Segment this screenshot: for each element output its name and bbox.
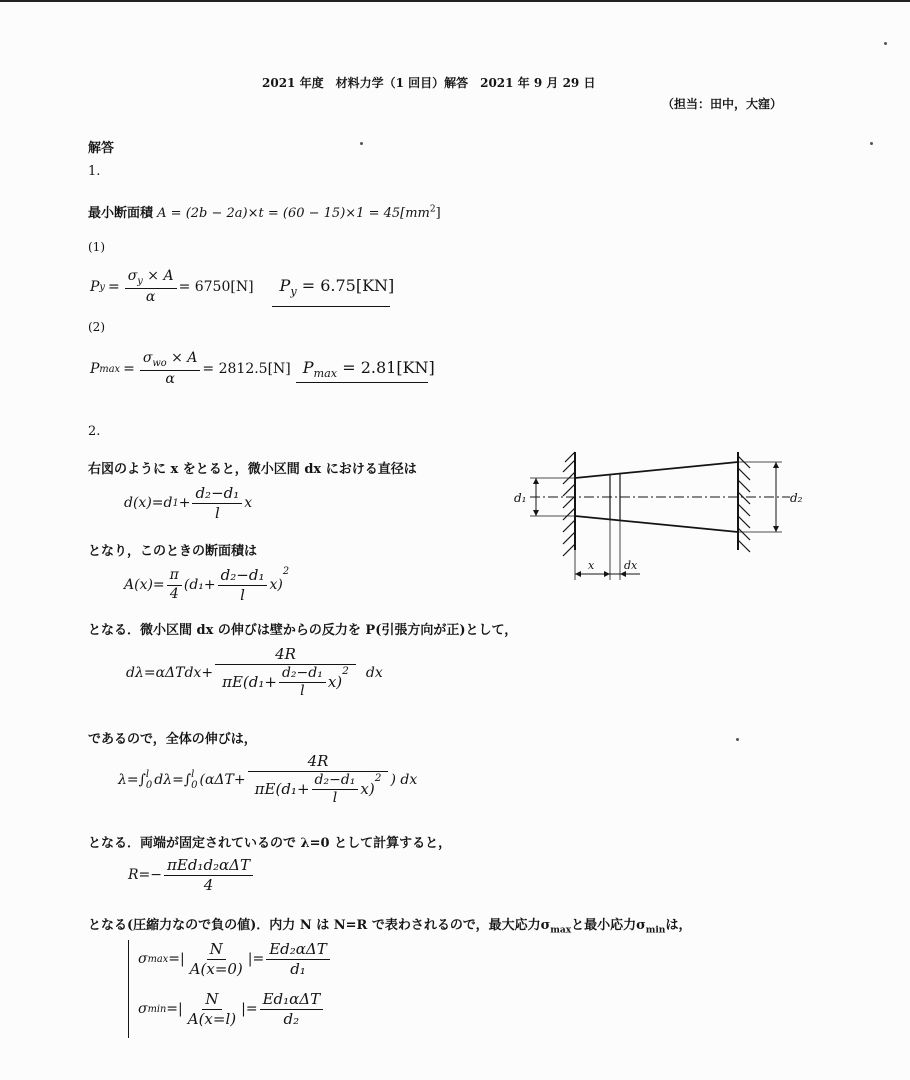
py-lhs: P [90, 279, 100, 296]
x-arrow-right [604, 571, 610, 577]
eq-lam-exp: 2 [374, 771, 382, 784]
py-fraction [125, 268, 177, 307]
eq-lam-lower2: 0 [191, 779, 198, 791]
q2-number: 2. [88, 424, 101, 439]
eq-lam-num: 4R [248, 752, 389, 772]
d2-arrow-top [773, 462, 779, 468]
pmax-answer [303, 358, 435, 380]
eq-d-plus: + [178, 495, 191, 512]
pmax-answer-underline [296, 382, 428, 383]
answer-heading: 解答 [88, 141, 115, 156]
eq-d-x: x [244, 495, 253, 512]
q1-part2-label: (2) [88, 320, 105, 334]
eq-smax-rnum: Ed₂αΔT [266, 940, 330, 960]
eq-smax-mid: |= [247, 951, 265, 968]
scan-speck [736, 738, 739, 741]
d1-arrow-bottom [533, 510, 539, 516]
py-num: σ [127, 268, 138, 284]
q2-text4: であるので，全体の伸びは， [88, 732, 257, 747]
py-num-sub: y [137, 275, 143, 287]
eq-A-pi-den: 4 [169, 585, 179, 602]
eq-lam-lhs: λ=∫ [118, 771, 146, 788]
label-d1: d₁ [514, 491, 527, 505]
eq-dl-den-num: d₂−d₁ [279, 665, 326, 684]
pmax-answer-sub: max [313, 367, 338, 381]
pmax-answer-p: P [302, 358, 314, 378]
eq-lam-den-frac [312, 772, 359, 808]
py-lhs-sub: y [99, 281, 105, 293]
x-arrow-left [575, 571, 581, 577]
eq-smin-lhs: σ [138, 1001, 148, 1018]
eq-A-fraction [218, 566, 268, 605]
q2-text6-a: となる(圧縮力なので負の値)．内力 N は N=R で表わされるので，最大応力σ [88, 918, 551, 933]
eq-A-paren: (d₁+ [183, 577, 216, 594]
eq-sigma-max [138, 940, 332, 979]
pmax-fraction [140, 350, 201, 389]
eq-smin-den: A(x=l) [187, 1009, 237, 1028]
stress-brace [128, 940, 129, 1038]
page-authors: （担当：田中，大窪） [662, 97, 783, 111]
q2-text3: となる．微小区間 dx の伸びは壁からの反力を P(引張方向が正)として， [88, 623, 518, 638]
eq-smin-mid: |= [241, 1001, 258, 1018]
eq-smin-rfraction [260, 990, 324, 1029]
q2-text6-sub1: max [550, 924, 572, 936]
eq-lam-upper2: l [191, 768, 195, 780]
q1-area-formula: A = (2b − 2a)×t = (60 − 15)×1 = 45[mm [157, 206, 430, 221]
eq-smax-den: A(x=0) [189, 959, 243, 978]
eq-R-lhs: R=− [128, 867, 163, 884]
eq-R-num: πEd₁d₂αΔT [164, 856, 253, 876]
eq-A [124, 566, 289, 605]
eq-lam-fraction [248, 752, 389, 808]
eq-lambda [118, 752, 417, 808]
eq-lam-den [252, 772, 385, 808]
eq-smin-rden: d₂ [283, 1009, 300, 1028]
d1-arrow-top [533, 478, 539, 484]
tapered-bar-figure [500, 440, 820, 590]
q1-area-close: ] [435, 206, 441, 221]
eq-smin-fraction [185, 990, 239, 1029]
q1-pmax-equation: P max = $\frac{\sigma_{wo} \times A}{\alpha}$ = 2812.5[N] $P_{max} = 2.81[KN]$ [90, 350, 435, 388]
eq-A-pi-num: π [167, 567, 182, 586]
q1-number: 1. [88, 164, 101, 179]
pmax-lhs: P [90, 361, 100, 378]
eq-smin-rnum: Ed₁αΔT [260, 990, 324, 1010]
eq-lam-limits [146, 769, 152, 791]
eq-smin-eq: =| [166, 1001, 183, 1018]
eq-dl-den-a: πE(d₁+ [222, 673, 277, 692]
pmax-num-rest: × A [166, 350, 198, 366]
left-wall-hatch [563, 452, 575, 556]
eq-dl-fraction [215, 645, 356, 701]
page-title: 2021 年度 材料力学（1 回目）解答 2021 年 9 月 29 日 [262, 76, 596, 90]
py-den: α [145, 289, 156, 306]
py-value: = 6750[N] [178, 279, 254, 296]
eq-A-lhs: A(x)= [124, 577, 165, 594]
eq-smax-fraction [187, 940, 246, 979]
eq-smax-num: N [207, 940, 226, 960]
label-dx: dx [624, 559, 638, 572]
eq-lam-tail: ) dx [390, 771, 418, 788]
label-d2: d₂ [790, 491, 803, 505]
eq-dl-lhs: dλ=αΔTdx+ [126, 664, 214, 681]
right-wall-hatch [738, 456, 750, 552]
pmax-num-sub: wo [152, 357, 167, 369]
q2-text1: 右図のように x をとると，微小区間 dx における直径は [88, 462, 417, 477]
label-x: x [588, 559, 595, 572]
eq-dl-den-b: x) [327, 673, 343, 692]
eq-smax-rfraction [266, 940, 330, 979]
eq-dl-tail: dx [365, 664, 383, 681]
py-answer-p: P [279, 276, 291, 296]
eq-lam-den-num: d₂−d₁ [312, 772, 359, 791]
d2-arrow-bottom [773, 526, 779, 532]
scan-speck [360, 142, 363, 145]
q2-text6 [88, 914, 691, 936]
eq-lam-den-a: πE(d₁+ [254, 780, 310, 799]
eq-dl-exp: 2 [342, 664, 349, 677]
eq-dl-num: 4R [215, 645, 356, 665]
eq-A-exp: 2 [282, 566, 290, 577]
eq-smax-rden: d₁ [290, 959, 306, 978]
py-num-rest: × A [142, 268, 174, 284]
page-top-border [0, 0, 910, 2]
pmax-value: = 2812.5[N] [202, 361, 291, 378]
eq-lam-den-b: x) [360, 780, 375, 799]
py-answer-underline [272, 306, 390, 307]
eq-A-tail: x) [269, 577, 283, 594]
eq-d-den: l [214, 503, 220, 522]
q1-area-label: 最小断面積 [88, 206, 154, 221]
eq-d [124, 484, 252, 523]
eq-dlambda [126, 645, 383, 701]
eq-R-den: 4 [203, 875, 214, 894]
q1-area-line [88, 202, 441, 221]
eq-dl-den-frac [279, 665, 326, 701]
q1-area-exp: 2 [429, 204, 436, 215]
scan-speck [884, 42, 887, 45]
eq-A-pi [167, 567, 182, 603]
pmax-lhs-sub: max [99, 363, 121, 375]
py-answer-rest: = 6.75[KN] [296, 276, 395, 296]
eq-dl-den [219, 665, 352, 701]
py-answer [280, 276, 395, 298]
eq-A-num: d₂−d₁ [218, 566, 268, 586]
q2-text2: となり，このときの断面積は [88, 544, 258, 559]
q2-text5: となる．両端が固定されているので λ=0 として計算すると， [88, 836, 452, 851]
py-answer-sub: y [290, 285, 297, 299]
eq-smax-sub: max [147, 953, 169, 965]
scan-speck [870, 142, 873, 145]
eq-R [128, 856, 255, 895]
eq-lam-lower: 0 [145, 779, 153, 791]
eq-d-lhs: d(x)=d [124, 495, 173, 512]
eq-lam-limits2 [191, 769, 197, 791]
eq-lam-mid: dλ=∫ [154, 771, 192, 788]
eq-lam-paren: (αΔT+ [199, 771, 246, 788]
q2-text6-end: は， [665, 918, 692, 933]
eq-d-fraction [192, 484, 242, 523]
q2-text6-sub2: min [645, 924, 666, 936]
q1-py-equation: P y = $\frac{\sigma_y \times A}{\alpha}$ = 6750[N] $P_y = 6.75[KN]$ [90, 268, 395, 306]
eq-lam-den-den: l [332, 790, 338, 807]
q1-part1-label: (1) [88, 240, 105, 254]
eq-smin-sub: min [147, 1003, 167, 1015]
eq-d-sub: 1 [172, 497, 179, 509]
eq-d-num: d₂−d₁ [192, 484, 242, 504]
pmax-den: α [165, 371, 175, 388]
eq-smin-num: N [202, 990, 221, 1010]
q2-text6-mid: と最小応力σ [571, 918, 646, 933]
bar-top-edge [575, 462, 738, 478]
eq-smax-lhs: σ [138, 951, 148, 968]
bar-bottom-edge [575, 516, 738, 532]
pmax-answer-rest: = 2.81[KN] [337, 358, 435, 378]
eq-dl-den-den: l [300, 683, 305, 700]
pmax-num: σ [142, 350, 153, 366]
eq-smax-eq: =| [168, 951, 185, 968]
eq-R-fraction [164, 856, 253, 895]
eq-A-den: l [240, 585, 245, 604]
eq-sigma-min [138, 990, 325, 1029]
eq-lam-upper: l [145, 768, 150, 780]
